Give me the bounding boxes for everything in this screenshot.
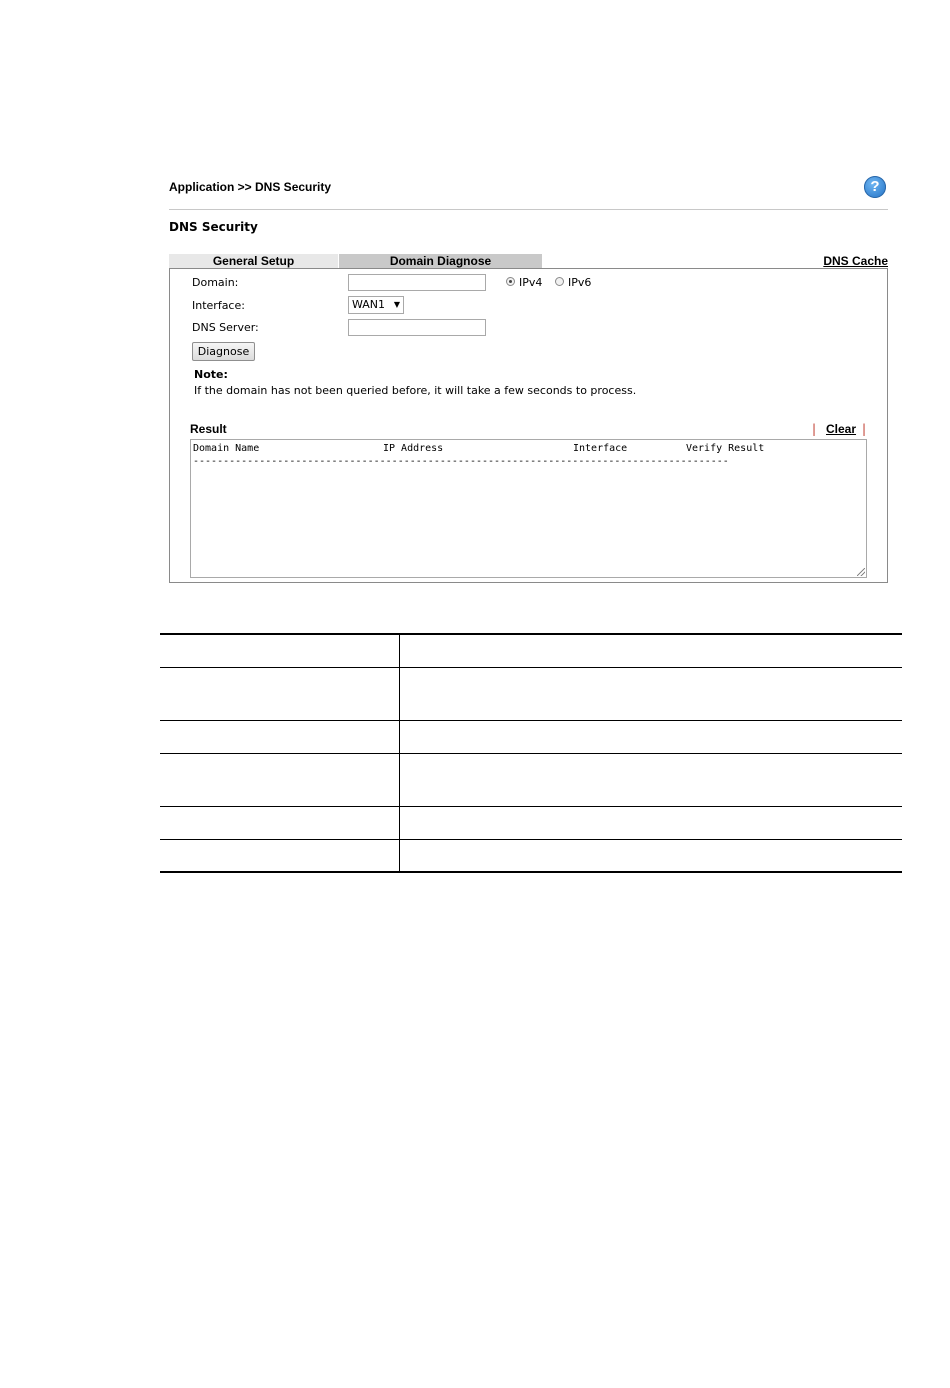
column-verify-result: Verify Result: [686, 443, 765, 454]
column-domain-name: Domain Name: [193, 443, 260, 454]
dns-server-input[interactable]: [348, 319, 486, 336]
table-cell: [400, 667, 903, 720]
result-textarea[interactable]: [190, 439, 867, 578]
table-row: [160, 667, 902, 720]
table-cell: [400, 720, 903, 753]
domain-input[interactable]: [348, 274, 486, 291]
table-cell: [160, 634, 400, 667]
ipv4-radio[interactable]: [506, 277, 515, 286]
table-row: [160, 839, 902, 872]
result-separator: -----------------------------------------------------------------------------------------: [193, 456, 729, 467]
table-cell: [160, 839, 400, 872]
table-row: [160, 753, 902, 806]
ipv6-radio[interactable]: [555, 277, 564, 286]
title-divider: [169, 209, 888, 210]
table-cell: [160, 720, 400, 753]
page-title: DNS Security: [169, 220, 258, 234]
tab-general-setup[interactable]: General Setup: [169, 254, 338, 268]
table-cell: [160, 806, 400, 839]
note-text: If the domain has not been queried before, it will take a few seconds to process.: [194, 384, 637, 397]
chevron-down-icon: ▼: [393, 300, 400, 309]
table-cell: [160, 667, 400, 720]
column-ip-address: IP Address: [383, 443, 444, 454]
table-cell: [400, 753, 903, 806]
diagnose-button[interactable]: Diagnose: [192, 342, 255, 361]
resize-grip-icon[interactable]: [857, 568, 865, 576]
table-row: [160, 634, 902, 667]
breadcrumb: Application >> DNS Security: [169, 180, 332, 194]
description-table: [160, 633, 902, 873]
ipv6-label: IPv6: [568, 276, 592, 289]
domain-label: Domain:: [192, 276, 239, 289]
pipe-separator-left: |: [812, 422, 817, 436]
table-cell: [160, 753, 400, 806]
tab-dns-cache[interactable]: DNS Cache: [823, 254, 888, 268]
note-title: Note:: [194, 368, 228, 381]
clear-link[interactable]: Clear: [826, 422, 857, 436]
table-cell: [400, 634, 903, 667]
interface-select[interactable]: [348, 296, 404, 314]
interface-label: Interface:: [192, 299, 245, 312]
table-row: [160, 720, 902, 753]
interface-select-value: WAN1: [352, 298, 386, 311]
table-row: [160, 806, 902, 839]
tab-domain-diagnose[interactable]: Domain Diagnose: [339, 254, 542, 268]
table-cell: [400, 806, 903, 839]
ipv4-label: IPv4: [519, 276, 543, 289]
column-interface: Interface: [573, 443, 628, 454]
help-icon[interactable]: ?: [864, 176, 886, 198]
pipe-separator-right: |: [862, 422, 867, 436]
result-label: Result: [190, 422, 227, 436]
table-cell: [400, 839, 903, 872]
dns-server-label: DNS Server:: [192, 321, 259, 334]
domain-diagnose-panel: [169, 268, 888, 583]
